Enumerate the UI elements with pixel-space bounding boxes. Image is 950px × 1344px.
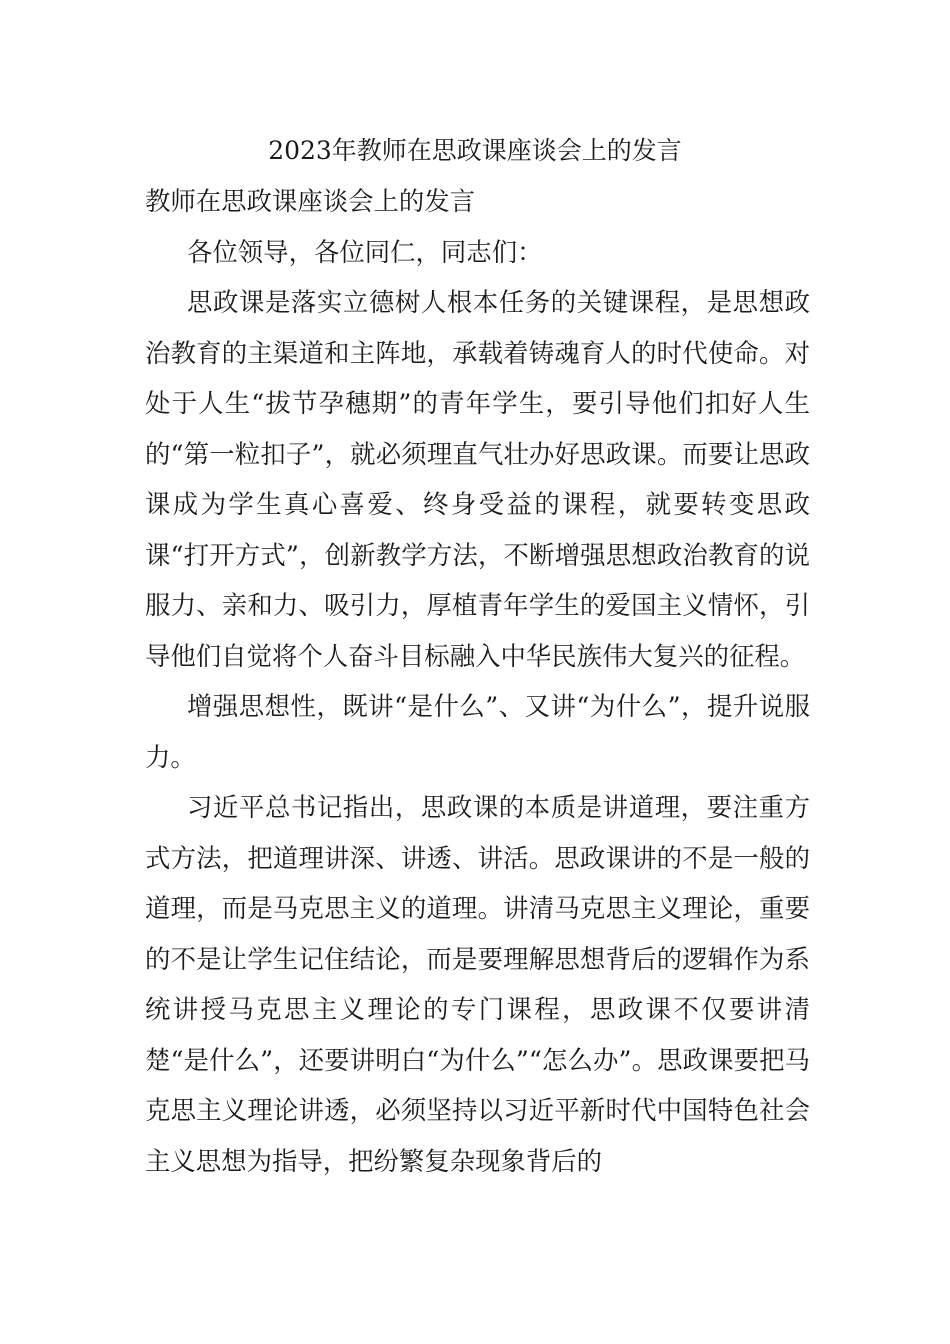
section-heading-paragraph: 增强思想性，既讲“是什么”、又讲“为什么”，提升说服力。 xyxy=(145,691,810,772)
salutation-paragraph: 各位领导，各位同仁，同志们： xyxy=(187,236,543,267)
subtitle-line: 教师在思政课座谈会上的发言 xyxy=(145,186,476,216)
body-paragraph: 思政课是落实立德树人根本任务的关键课程，是思想政治教育的主渠道和主阵地，承载着铸魂育人的时代使命。对处于人生“拔节孕穗期”的青年学生，要引导他们扣好人生的“第一粒扣子”，就必须理直气壮办好思政课。而要让思政课成为学生真心喜爱、终身受益的课程，就要转变思政课“打开方式”，创新教学方法，不断增强思想政治教育的说服力、亲和力、吸引力，厚植青年学生的爱国主义情怀，引导他们自觉将个人奋斗目标融入中华民族伟大复兴的征程。 xyxy=(145,287,810,671)
document-body xyxy=(145,176,810,1186)
body-paragraph: 习近平总书记指出，思政课的本质是讲道理，要注重方式方法，把道理讲深、讲透、讲活。思政课讲的不是一般的道理，而是马克思主义的道理。讲清马克思主义理论，重要的不是让学生记住结论，而是要理解思想背后的逻辑作为系统讲授马克思主义理论的专门课程，思政课不仅要讲清楚“是什么”，还要讲明白“为什么”“怎么办”。思政课要把马克思主义理论讲透，必须坚持以习近平新时代中国特色社会主义思想为指导，把纷繁复杂现象背后的 xyxy=(145,792,810,1176)
document-title: 2023年教师在思政课座谈会上的发言 xyxy=(268,136,682,165)
